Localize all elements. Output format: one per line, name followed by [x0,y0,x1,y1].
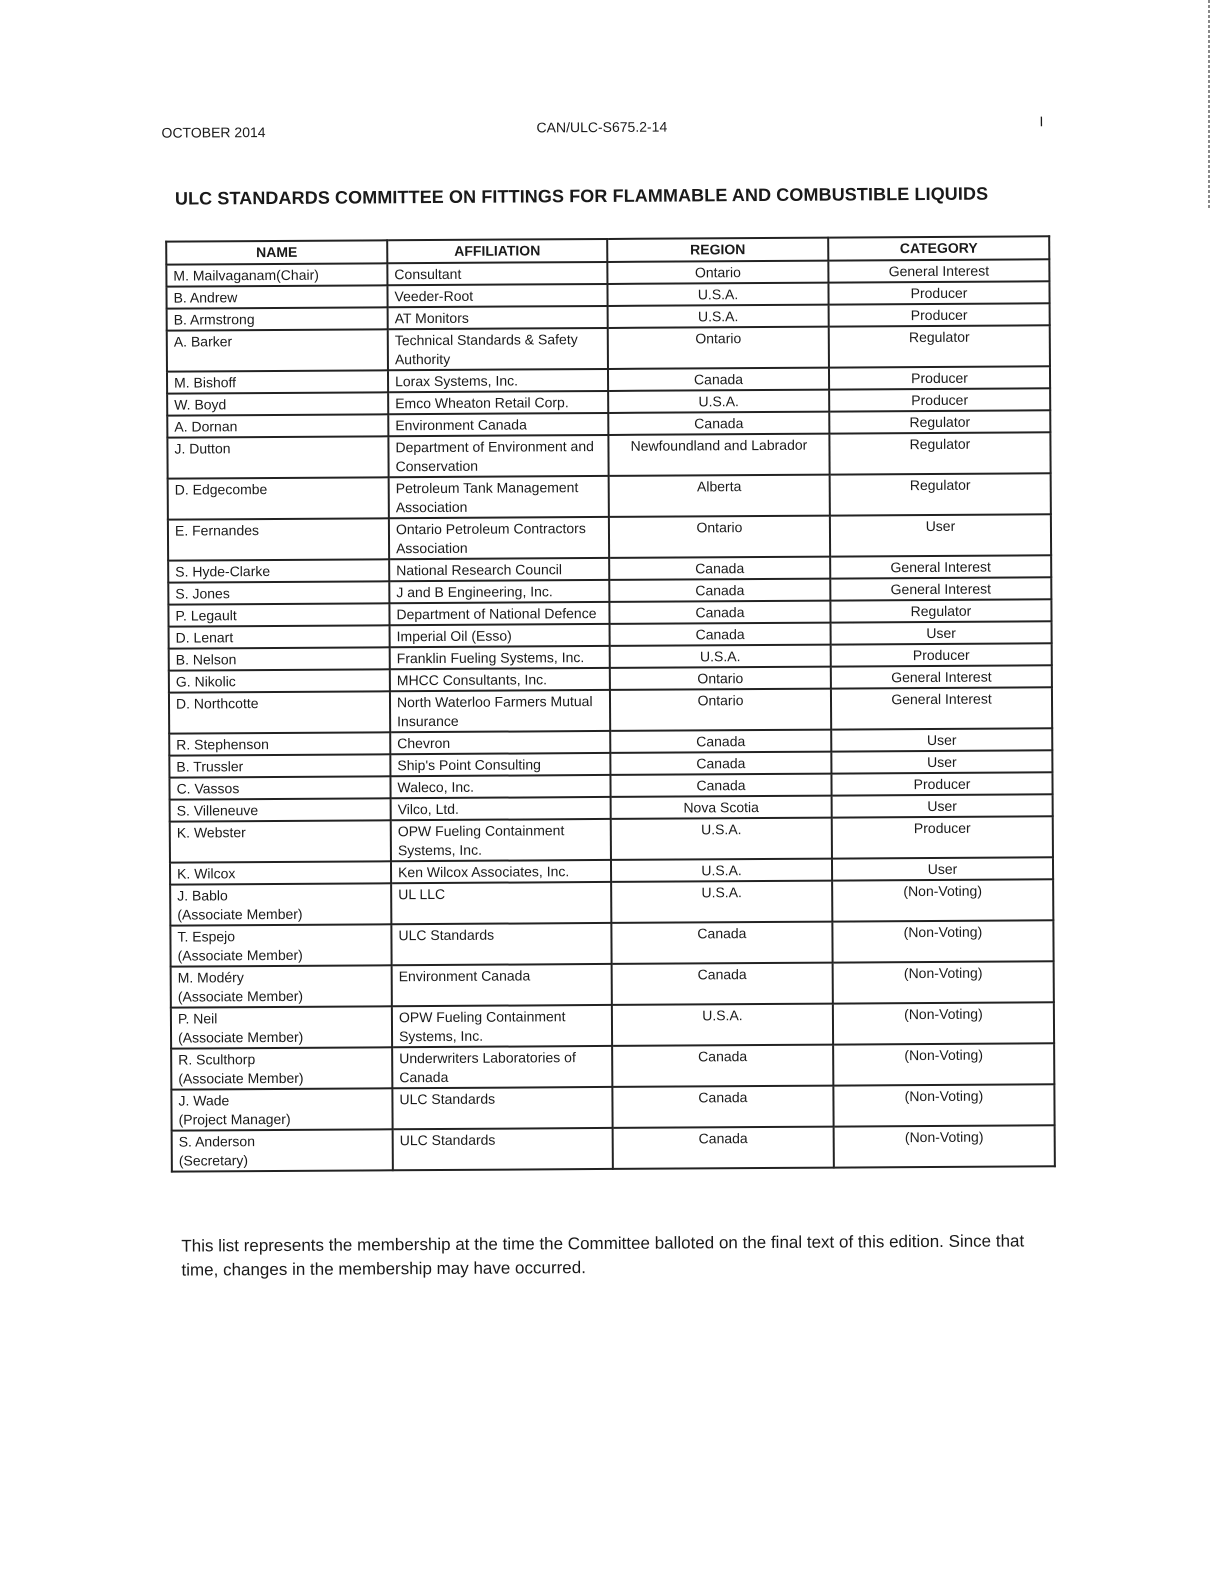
member-region: U.S.A. [608,390,829,413]
member-category: (Non-Voting) [832,920,1053,962]
member-name: J. Wade [178,1092,230,1109]
member-name: R. Sculthorp [178,1051,256,1068]
membership-rows [166,259,1055,1171]
member-region: Canada [608,412,829,435]
member-name: R. Stephenson [176,736,269,753]
member-name: B. Trussler [176,758,244,775]
member-name: J. Dutton [174,440,231,457]
member-name: B. Nelson [175,651,237,668]
member-region: Canada [609,601,830,624]
member-region: Nova Scotia [611,796,832,819]
member-name: B. Andrew [173,289,238,306]
member-affiliation: Department of Environment and Conservation [388,435,608,477]
member-category: Regulator [830,473,1051,515]
member-category: Producer [831,643,1052,666]
table-row [171,961,1054,1007]
member-affiliation: National Research Council [389,558,609,581]
member-affiliation: ULC Standards [392,1087,612,1129]
table-row [170,816,1053,862]
member-region: Ontario [610,689,831,731]
table-row [169,687,1052,733]
member-category: (Non-Voting) [834,1125,1055,1167]
member-region: Canada [610,752,831,775]
table-row [168,514,1051,560]
member-name: P. Legault [175,607,237,624]
member-name: D. Edgecombe [174,481,268,498]
member-affiliation: Ken Wilcox Associates, Inc. [391,860,611,883]
member-region: Canada [613,1127,834,1169]
member-name-cell [167,436,388,478]
membership-note: This list represents the membership at the time the Committee balloted on the final text of this edition. Since that time, changes in the membership may have occurred. [181,1231,1025,1280]
member-affiliation: ULC Standards [391,923,611,965]
member-region: Canada [612,963,833,1005]
member-region: Canada [610,730,831,753]
member-category: User [831,728,1052,751]
table-row [171,1084,1054,1130]
member-name: A. Dornan [174,418,238,435]
member-name-cell [166,285,387,308]
member-category: User [831,750,1052,773]
member-affiliation: Emco Wheaton Retail Corp. [388,391,608,414]
member-name-cell [169,691,390,733]
member-category: (Non-Voting) [833,1084,1054,1126]
member-affiliation: AT Monitors [388,306,608,329]
member-name: P. Neil [177,1010,218,1027]
member-region: Canada [612,1086,833,1128]
member-category: Producer [829,303,1050,326]
member-region: U.S.A. [611,881,832,923]
member-name: C. Vassos [176,780,240,797]
member-name-cell [170,924,391,966]
member-region: Canada [610,774,831,797]
member-name-cell [167,370,388,393]
member-affiliation: Environment Canada [392,964,612,1006]
member-name-cell [171,1088,392,1130]
member-name-cell [170,861,391,884]
member-category: (Non-Voting) [832,879,1053,921]
member-name-cell [171,1006,392,1048]
member-region: U.S.A. [611,818,832,860]
member-name: D. Northcotte [175,695,259,712]
member-name: S. Anderson [178,1133,256,1150]
member-name-cell [167,329,388,371]
member-category: Producer [828,281,1049,304]
member-name: K. Webster [176,824,246,841]
member-category: User [832,857,1053,880]
member-role: (Associate Member) [177,946,303,964]
member-role: (Associate Member) [177,905,303,923]
table-row [167,325,1050,371]
member-category: User [831,621,1052,644]
member-affiliation: Lorax Systems, Inc. [388,369,608,392]
member-region: U.S.A. [610,645,831,668]
member-category: Producer [832,816,1053,858]
member-name: M. Mailvaganam(Chair) [173,266,319,284]
member-name-cell [168,581,389,604]
member-category: User [830,514,1051,556]
member-role: (Associate Member) [178,1028,304,1046]
member-name: W. Boyd [174,396,227,413]
member-name-cell [167,414,388,437]
member-affiliation: UL LLC [391,882,611,924]
member-name: M. Bishoff [174,374,237,391]
column-header-category: CATEGORY [828,236,1049,260]
member-region: Canada [612,1045,833,1087]
member-region: Ontario [610,667,831,690]
table-row [167,432,1050,478]
member-region: U.S.A. [612,1004,833,1046]
member-role: (Project Manager) [178,1110,291,1128]
member-role: (Associate Member) [178,1069,304,1087]
table-row [172,1125,1055,1171]
member-region: Ontario [609,516,830,558]
member-region: U.S.A. [607,283,828,306]
member-name-cell [169,625,390,648]
member-name-cell [169,732,390,755]
member-name-cell [168,518,389,560]
member-name-cell [170,883,391,925]
member-name: M. Modéry [177,969,244,986]
member-region: Ontario [607,261,828,284]
member-affiliation: OPW Fueling Containment Systems, Inc. [391,819,611,861]
column-header-region: REGION [607,238,828,262]
member-name: K. Wilcox [177,865,236,882]
member-affiliation: Department of National Defence [389,602,609,625]
member-region: Newfoundland and Labrador [608,434,829,476]
table-row [170,920,1053,966]
member-category: Regulator [830,599,1051,622]
header-standard-number: CAN/ULC-S675.2-14 [536,118,668,136]
member-name: S. Jones [175,585,230,602]
header-page-number: I [1039,113,1044,130]
member-category: (Non-Voting) [833,961,1054,1003]
member-affiliation: North Waterloo Farmers Mutual Insurance [390,690,610,732]
member-category: (Non-Voting) [833,1043,1054,1085]
member-name-cell [168,477,389,519]
member-name-cell [168,603,389,626]
member-category: Producer [831,772,1052,795]
member-category: General Interest [831,665,1052,688]
member-name-cell [168,559,389,582]
member-region: Canada [609,579,830,602]
member-affiliation: Environment Canada [388,413,608,436]
member-affiliation: Imperial Oil (Esso) [390,624,610,647]
member-name-cell [169,669,390,692]
member-category: General Interest [830,555,1051,578]
member-name: S. Hyde-Clarke [175,563,271,580]
member-affiliation: Petroleum Tank Management Association [389,476,609,518]
member-affiliation: Consultant [387,262,607,285]
header-date: OCTOBER 2014 [161,124,266,141]
member-category: Producer [829,366,1050,389]
table-row [170,879,1053,925]
table-row [171,1043,1054,1089]
member-region: U.S.A. [611,859,832,882]
member-affiliation: MHCC Consultants, Inc. [390,668,610,691]
member-name: G. Nikolic [175,673,236,690]
member-category: User [832,794,1053,817]
member-affiliation: Franklin Fueling Systems, Inc. [390,646,610,669]
membership-table [165,235,1056,1172]
member-name-cell [170,820,391,862]
member-name-cell [167,392,388,415]
member-affiliation: Ontario Petroleum Contractors Association [389,517,609,559]
member-name-cell [171,1047,392,1089]
member-name-cell [169,647,390,670]
member-role: (Associate Member) [177,987,304,1005]
page-title: ULC STANDARDS COMMITTEE ON FITTINGS FOR FLAMMABLE AND COMBUSTIBLE LIQUIDS [174,183,989,209]
member-region: Canada [610,623,831,646]
member-affiliation: Underwriters Laboratories of Canada [392,1046,612,1088]
member-category: Regulator [829,432,1050,474]
member-affiliation: ULC Standards [393,1128,613,1170]
member-affiliation: OPW Fueling Containment Systems, Inc. [392,1005,612,1047]
member-region: U.S.A. [608,305,829,328]
member-region: Canada [609,557,830,580]
member-name: S. Villeneuve [176,802,259,819]
member-affiliation: Waleco, Inc. [390,775,610,798]
member-name: A. Barker [173,333,233,350]
member-category: Regulator [829,410,1050,433]
member-affiliation: J and B Engineering, Inc. [389,580,609,603]
member-name-cell [167,307,388,330]
member-category: (Non-Voting) [833,1002,1054,1044]
member-name-cell [169,776,390,799]
member-category: General Interest [828,259,1049,282]
member-affiliation: Vilco, Ltd. [391,797,611,820]
member-affiliation: Ship's Point Consulting [390,753,610,776]
member-category: Producer [829,388,1050,411]
member-name: E. Fernandes [174,522,260,539]
member-category: General Interest [830,577,1051,600]
member-name-cell [170,798,391,821]
member-name: D. Lenart [175,629,234,646]
member-name-cell [172,1129,393,1171]
member-name-cell [169,754,390,777]
member-region: Ontario [608,327,829,369]
column-header-name: NAME [166,240,387,264]
member-category: Regulator [829,325,1050,367]
member-name: T. Espejo [177,928,236,945]
member-region: Canada [611,922,832,964]
member-name: J. Bablo [177,887,228,904]
member-affiliation: Veeder-Root [387,284,607,307]
member-affiliation: Chevron [390,731,610,754]
member-name-cell [171,965,392,1007]
member-role: (Secretary) [178,1152,249,1169]
member-affiliation: Technical Standards & Safety Authority [388,328,608,370]
member-region: Canada [608,368,829,391]
member-region: Alberta [609,475,830,517]
member-name-cell [166,263,387,286]
member-category: General Interest [831,687,1052,729]
member-name: B. Armstrong [173,311,255,328]
table-row [171,1002,1054,1048]
column-header-affiliation: AFFILIATION [387,239,607,263]
table-row [168,473,1051,519]
